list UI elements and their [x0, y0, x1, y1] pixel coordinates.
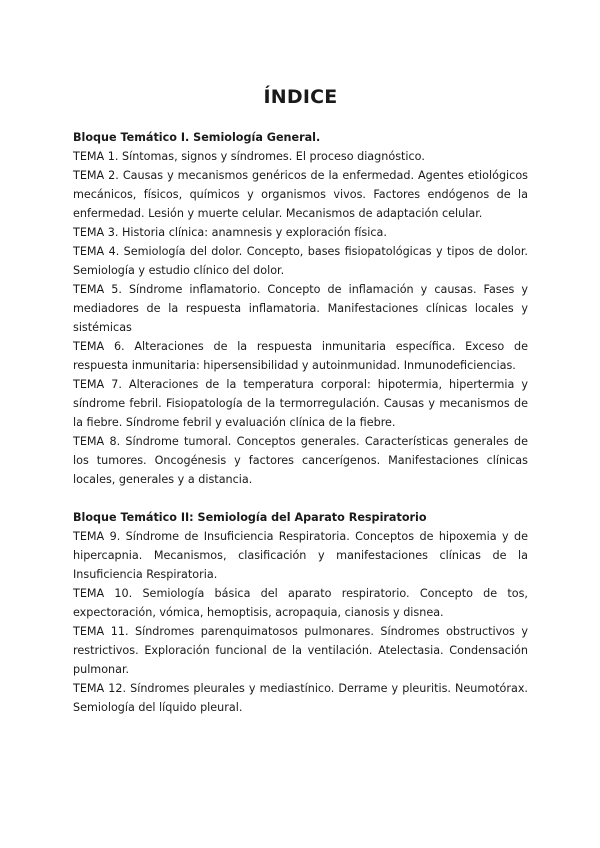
topic-item: TEMA 10. Semiología básica del aparato respiratorio. Concepto de tos, expectoración, vómica, hemoptisis, acropaquia, cianosis y disnea. — [73, 587, 528, 619]
topic-item: TEMA 8. Síndrome tumoral. Conceptos generales. Características generales de los tumores. Oncogénesis y factores cancerígenos. Manifestaciones clínicas locales, generales y a distancia. — [73, 435, 528, 486]
block-heading: Bloque Temático II: Semiología del Aparato Respiratorio — [73, 511, 427, 524]
topic-item: TEMA 11. Síndromes parenquimatosos pulmonares. Síndromes obstructivos y restrictivos. Exploración funcional de la ventilación. Atelectasia. Condensación pulmonar. — [73, 625, 528, 676]
topic-item: TEMA 12. Síndromes pleurales y mediastínico. Derrame y pleuritis. Neumotórax. Semiología del líquido pleural. — [73, 682, 528, 714]
topic-item: TEMA 1. Síntomas, signos y síndromes. El proceso diagnóstico. — [73, 150, 425, 163]
topic-item: TEMA 7. Alteraciones de la temperatura corporal: hipotermia, hipertermia y síndrome febril. Fisiopatología de la termorregulación. Causas y mecanismos de la fiebre. Síndrome febril y evaluación clínica de la fiebre. — [73, 378, 528, 429]
page-title: ÍNDICE — [263, 86, 338, 108]
block-2 — [73, 508, 528, 717]
topic-item: TEMA 3. Historia clínica: anamnesis y exploración física. — [73, 226, 387, 239]
topic-item: TEMA 6. Alteraciones de la respuesta inmunitaria específica. Exceso de respuesta inmunitaria: hipersensibilidad y autoinmunidad. Inmunodeficiencias. — [73, 340, 528, 372]
topic-item: TEMA 2. Causas y mecanismos genéricos de la enfermedad. Agentes etiológicos mecánicos, físicos, químicos y organismos vivos. Factores endógenos de la enfermedad. Lesión y muerte celular. Mecanismos de adaptación celular. — [73, 169, 528, 220]
topic-item: TEMA 4. Semiología del dolor. Concepto, bases fisiopatológicas y tipos de dolor. Semiología y estudio clínico del dolor. — [73, 245, 528, 277]
block-heading: Bloque Temático I. Semiología General. — [73, 131, 321, 144]
block-1 — [73, 128, 528, 489]
topic-item: TEMA 5. Síndrome inflamatorio. Concepto de inflamación y causas. Fases y mediadores de la respuesta inflamatoria. Manifestaciones clínicas locales y sistémicas — [73, 283, 528, 334]
topic-item: TEMA 9. Síndrome de Insuficiencia Respiratoria. Conceptos de hipoxemia y de hipercapnia. Mecanismos, clasificación y manifestaciones clínicas de la Insuficiencia Respiratoria. — [73, 530, 528, 581]
